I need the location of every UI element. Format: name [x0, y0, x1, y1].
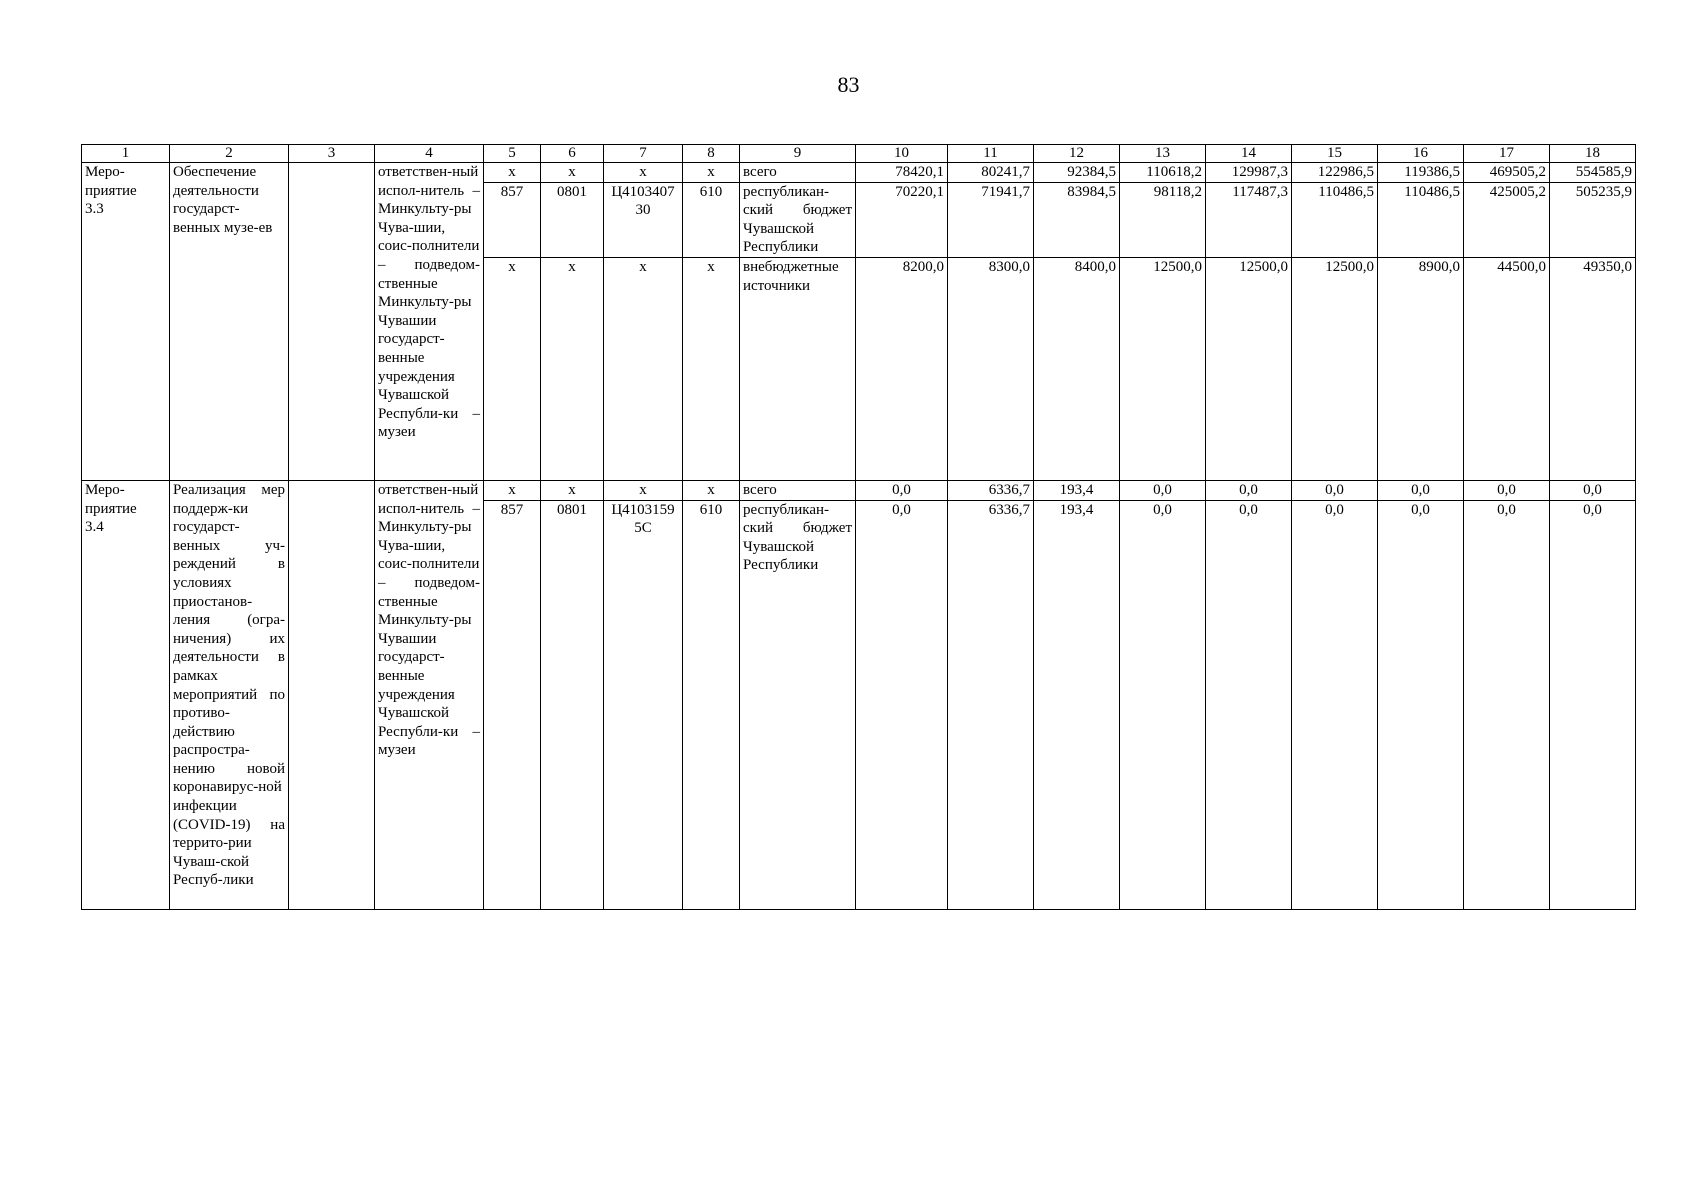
column-number: 14: [1206, 145, 1292, 163]
cell-value: 0,0: [856, 500, 948, 909]
cell-value: 0,0: [1378, 500, 1464, 909]
cell-value: 0,0: [1378, 480, 1464, 500]
cell-section: х: [541, 257, 604, 480]
column-number: 9: [740, 145, 856, 163]
column-number: 12: [1034, 145, 1120, 163]
cell-value: 98118,2: [1120, 182, 1206, 257]
cell-source: всего: [740, 163, 856, 183]
cell-value: 92384,5: [1034, 163, 1120, 183]
cell-value: 193,4: [1034, 500, 1120, 909]
cell-value: 110618,2: [1120, 163, 1206, 183]
column-number: 2: [170, 145, 289, 163]
cell-grbs: х: [484, 480, 541, 500]
cell-value: 70220,1: [856, 182, 948, 257]
cell-value: 193,4: [1034, 480, 1120, 500]
column-number: 16: [1378, 145, 1464, 163]
cell-value: 0,0: [1120, 500, 1206, 909]
table-header-row: [82, 145, 1636, 163]
cell-value: 0,0: [1292, 500, 1378, 909]
cell-value: 0,0: [1550, 500, 1636, 909]
cell-value: 117487,3: [1206, 182, 1292, 257]
column-number: 4: [375, 145, 484, 163]
cell-source: внебюджетные источники: [740, 257, 856, 480]
cell-expense-type: х: [683, 480, 740, 500]
cell-value: 44500,0: [1464, 257, 1550, 480]
column-number: 15: [1292, 145, 1378, 163]
column-number: 7: [604, 145, 683, 163]
cell-value: 8200,0: [856, 257, 948, 480]
column-number: 3: [289, 145, 375, 163]
cell-value: 0,0: [1120, 480, 1206, 500]
cell-section: х: [541, 480, 604, 500]
cell-value: 0,0: [1292, 480, 1378, 500]
cell-target-article: Ц4103407 30: [604, 182, 683, 257]
event-title: Реализация мер поддерж-ки государст-венных уч-реждений в условиях приостанов-ления (огра-ничения) их деятельности в рамках мероприятий по противо-действию распростра-нению новой коронавирус-ной инфекции (COVID-19) на террито-рии Чуваш-ской Респуб-лики: [170, 480, 289, 909]
event-number: Меро- приятие 3.3: [82, 163, 170, 481]
cell-target-article: х: [604, 257, 683, 480]
cell-value: 505235,9: [1550, 182, 1636, 257]
column-number: 11: [948, 145, 1034, 163]
cell-value: 0,0: [1206, 500, 1292, 909]
event-number: Меро- приятие 3.4: [82, 480, 170, 909]
cell-grbs: 857: [484, 182, 541, 257]
cell-target-article: Ц4103159 5С: [604, 500, 683, 909]
cell-expense-type: х: [683, 257, 740, 480]
cell-value: 6336,7: [948, 480, 1034, 500]
column-number: 10: [856, 145, 948, 163]
cell-value: 0,0: [856, 480, 948, 500]
cell-value: 425005,2: [1464, 182, 1550, 257]
cell-value: 8400,0: [1034, 257, 1120, 480]
cell-value: 110486,5: [1292, 182, 1378, 257]
cell-section: 0801: [541, 500, 604, 909]
cell-value: 0,0: [1464, 500, 1550, 909]
cell-value: 12500,0: [1206, 257, 1292, 480]
cell-value: 554585,9: [1550, 163, 1636, 183]
cell-section: х: [541, 163, 604, 183]
cell-value: 110486,5: [1378, 182, 1464, 257]
page-number: 83: [837, 72, 860, 97]
cell-section: 0801: [541, 182, 604, 257]
column-number: 17: [1464, 145, 1550, 163]
column-number: 5: [484, 145, 541, 163]
cell-value: 12500,0: [1120, 257, 1206, 480]
cell-grbs: 857: [484, 500, 541, 909]
cell-source: республикан-ский бюджет Чувашской Республики: [740, 500, 856, 909]
event-col3: [289, 163, 375, 481]
column-number: 18: [1550, 145, 1636, 163]
cell-source: всего: [740, 480, 856, 500]
table-row: [82, 163, 1636, 183]
event-responsible: ответствен-ный испол-нитель – Минкульту-ры Чува-шии, соис-полнители – подведом-ственные Минкульту-ры Чувашии государст-венные учреждения Чувашской Республи-ки – музеи: [375, 163, 484, 481]
cell-value: 78420,1: [856, 163, 948, 183]
cell-value: 0,0: [1464, 480, 1550, 500]
table-row: [82, 480, 1636, 500]
cell-value: 71941,7: [948, 182, 1034, 257]
column-number: 6: [541, 145, 604, 163]
cell-target-article: х: [604, 480, 683, 500]
event-title: Обеспечение деятельности государст-венных музе-ев: [170, 163, 289, 481]
cell-grbs: х: [484, 257, 541, 480]
cell-expense-type: 610: [683, 182, 740, 257]
cell-value: 129987,3: [1206, 163, 1292, 183]
event-col3: [289, 480, 375, 909]
column-number: 1: [82, 145, 170, 163]
cell-target-article: х: [604, 163, 683, 183]
column-number: 13: [1120, 145, 1206, 163]
cell-value: 49350,0: [1550, 257, 1636, 480]
cell-value: 12500,0: [1292, 257, 1378, 480]
cell-value: 83984,5: [1034, 182, 1120, 257]
cell-source: республикан-ский бюджет Чувашской Республики: [740, 182, 856, 257]
cell-value: 8900,0: [1378, 257, 1464, 480]
cell-grbs: х: [484, 163, 541, 183]
cell-value: 6336,7: [948, 500, 1034, 909]
cell-value: 80241,7: [948, 163, 1034, 183]
cell-value: 0,0: [1550, 480, 1636, 500]
column-number: 8: [683, 145, 740, 163]
cell-value: 122986,5: [1292, 163, 1378, 183]
cell-value: 469505,2: [1464, 163, 1550, 183]
cell-expense-type: х: [683, 163, 740, 183]
event-responsible: ответствен-ный испол-нитель – Минкульту-ры Чува-шии, соис-полнители – подведом-ственные Минкульту-ры Чувашии государст-венные учреждения Чувашской Республи-ки – музеи: [375, 480, 484, 909]
cell-expense-type: 610: [683, 500, 740, 909]
cell-value: 8300,0: [948, 257, 1034, 480]
cell-value: 0,0: [1206, 480, 1292, 500]
cell-value: 119386,5: [1378, 163, 1464, 183]
budget-table: [81, 144, 1636, 910]
